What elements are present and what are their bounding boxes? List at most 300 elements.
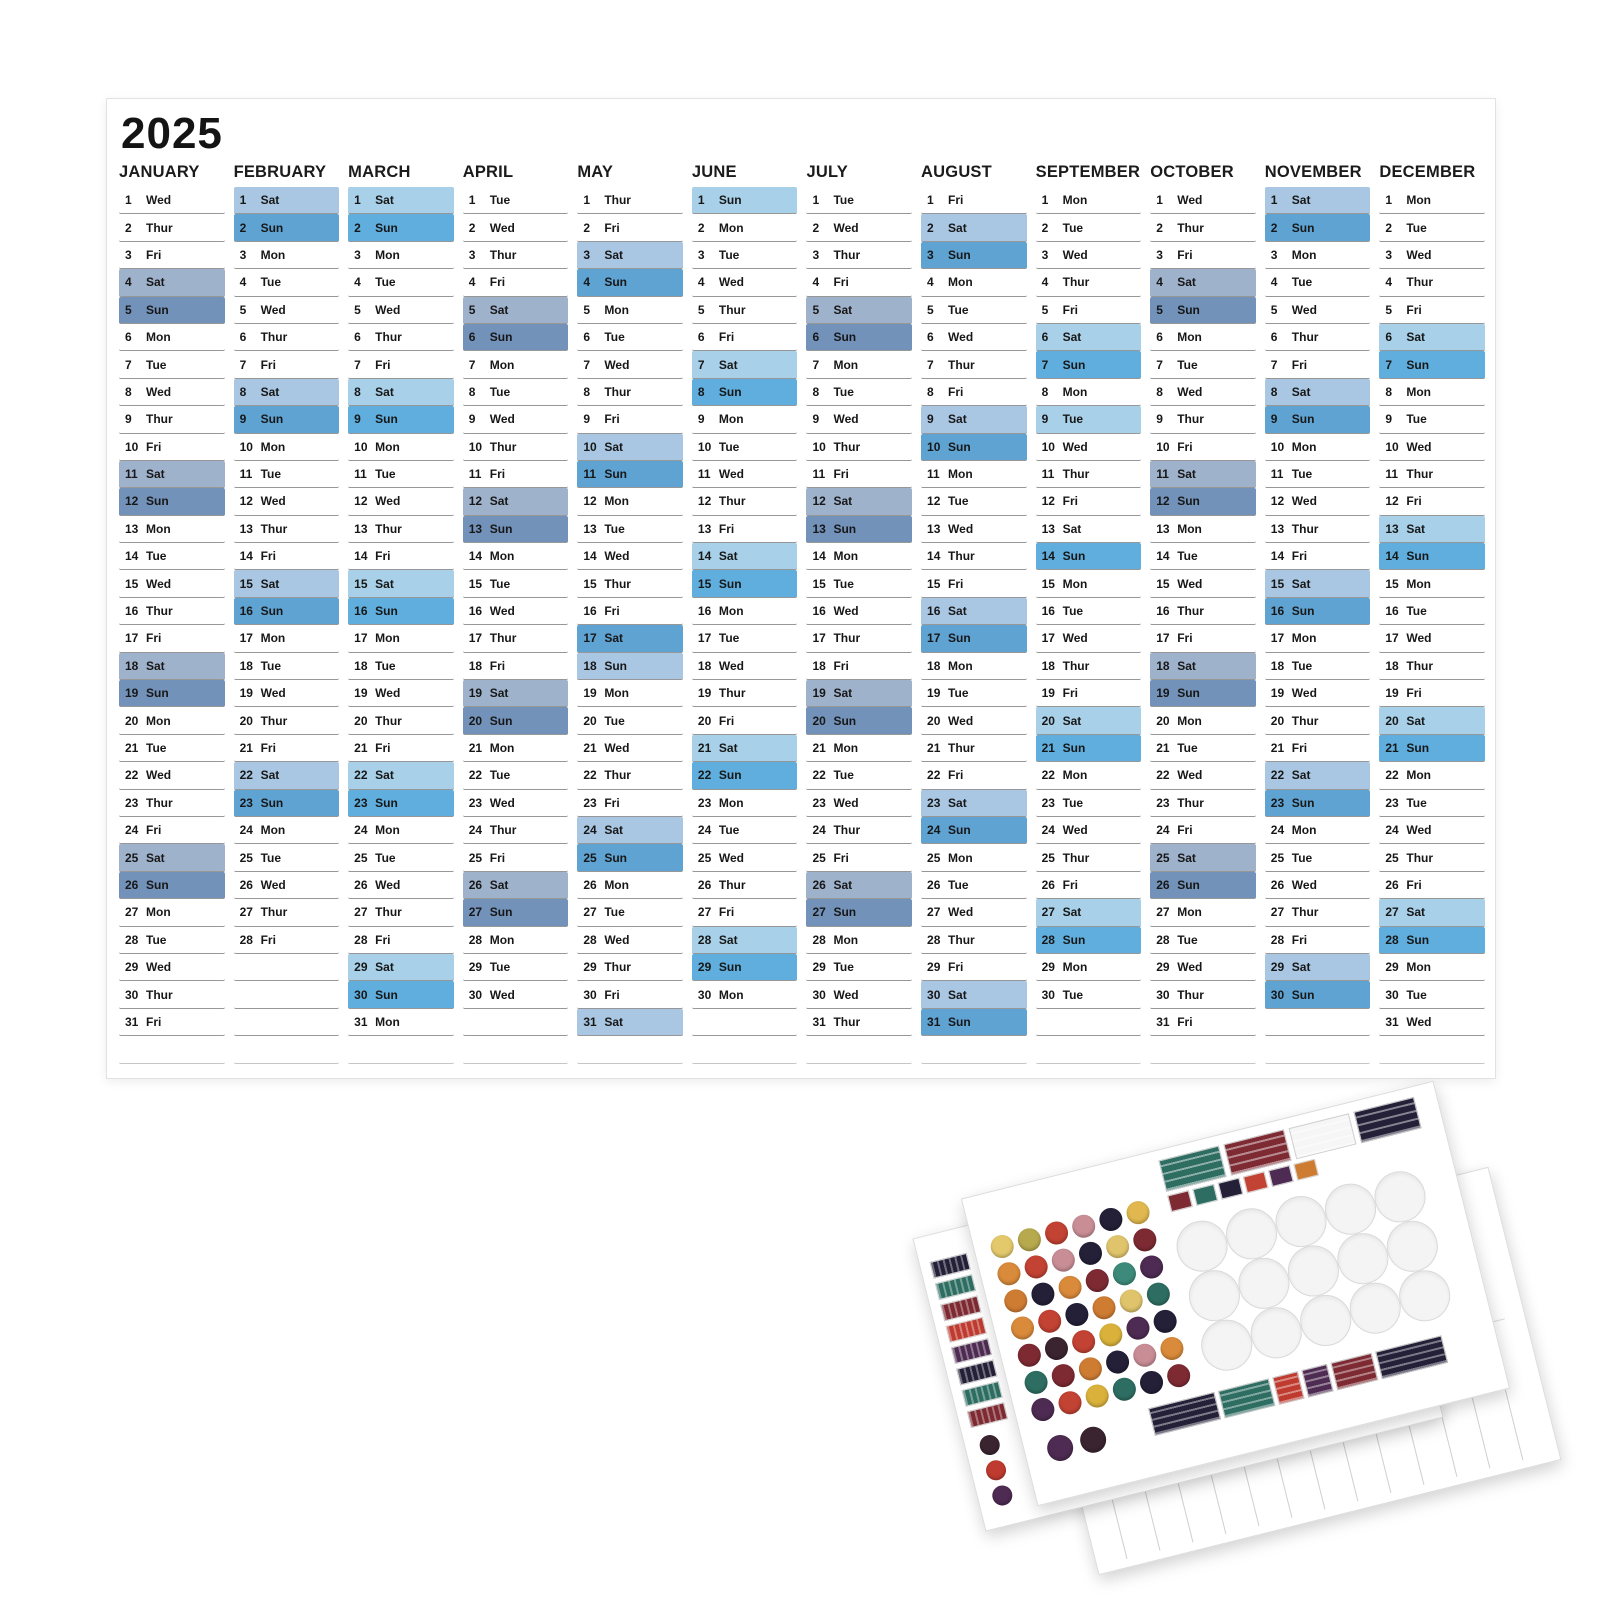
day-number: 17 xyxy=(697,631,712,646)
day-number: 18 xyxy=(697,658,712,673)
day-weekday: Thur xyxy=(375,713,402,728)
day-number: 24 xyxy=(1385,823,1399,838)
day-cell xyxy=(1379,516,1485,543)
day-number: 1 xyxy=(468,193,476,208)
day-weekday: Sat xyxy=(146,658,165,673)
day-number: 9 xyxy=(468,412,476,427)
day-cell xyxy=(1379,570,1485,597)
day-weekday: Mon xyxy=(489,741,515,755)
day-cell xyxy=(1265,543,1371,570)
day-weekday: Mon xyxy=(260,823,286,838)
day-number: 25 xyxy=(125,850,139,865)
day-cell xyxy=(234,187,340,214)
day-number: 27 xyxy=(1041,905,1055,920)
sticker-dot xyxy=(1117,1287,1145,1315)
day-weekday: Mon xyxy=(260,247,286,262)
day-number: 24 xyxy=(239,823,253,838)
day-weekday: Sun xyxy=(489,905,513,920)
day-cell xyxy=(119,242,225,269)
day-cell xyxy=(348,954,454,981)
sticker-dot xyxy=(1131,1341,1159,1369)
day-weekday: Tue xyxy=(375,467,396,482)
day-cell xyxy=(577,899,683,926)
day-weekday: Wed xyxy=(1062,823,1088,838)
day-number: 10 xyxy=(697,439,712,454)
day-weekday: Thur xyxy=(1291,713,1319,728)
day-weekday: Sun xyxy=(948,439,971,454)
day-weekday: Thur xyxy=(718,494,746,509)
day-cell xyxy=(348,817,454,844)
day-number: 25 xyxy=(1041,850,1055,865)
day-number: 6 xyxy=(812,330,820,345)
day-cell xyxy=(577,214,683,241)
day-weekday: Sun xyxy=(489,713,513,728)
day-weekday: Fri xyxy=(489,658,506,673)
day-number: 11 xyxy=(697,467,711,482)
day-cell xyxy=(1150,762,1256,789)
day-number: 7 xyxy=(697,357,705,372)
day-number: 21 xyxy=(239,741,253,755)
day-cell xyxy=(692,297,798,324)
day-number: 23 xyxy=(697,795,712,810)
day-weekday: Mon xyxy=(833,741,859,755)
day-number: 13 xyxy=(697,521,712,536)
day-cell xyxy=(119,954,225,981)
month-header: MARCH xyxy=(348,163,411,181)
sticker-dot xyxy=(1110,1260,1138,1288)
day-cell xyxy=(577,790,683,817)
day-number: 31 xyxy=(812,1014,826,1029)
label-sticker xyxy=(1289,1113,1357,1159)
day-cell xyxy=(577,680,683,707)
day-number: 12 xyxy=(583,494,597,509)
day-cell xyxy=(1150,324,1256,351)
day-number: 6 xyxy=(1270,330,1278,345)
day-cell xyxy=(348,598,454,625)
day-weekday: Wed xyxy=(718,850,745,865)
day-weekday: Fri xyxy=(833,467,849,482)
day-number: 27 xyxy=(1385,905,1399,920)
mini-label-sticker xyxy=(1167,1190,1192,1212)
day-cell xyxy=(1036,406,1142,433)
day-cell xyxy=(1265,516,1371,543)
day-number: 8 xyxy=(1270,384,1278,399)
day-cell xyxy=(1150,899,1256,926)
day-cell xyxy=(463,762,569,789)
day-weekday: Wed xyxy=(948,330,974,345)
day-number: 25 xyxy=(697,850,712,865)
mini-label-sticker xyxy=(951,1338,992,1364)
day-number: 9 xyxy=(1385,412,1393,427)
day-cell xyxy=(692,762,798,789)
day-number: 16 xyxy=(697,604,712,619)
day-number: 20 xyxy=(1041,713,1055,728)
day-number: 12 xyxy=(697,494,712,509)
day-number: 29 xyxy=(468,960,483,975)
day-weekday: Sat xyxy=(260,768,280,783)
day-cell xyxy=(1265,570,1371,597)
day-number: 17 xyxy=(1270,631,1285,646)
day-cell xyxy=(921,844,1027,871)
day-cell xyxy=(577,844,683,871)
day-number: 19 xyxy=(927,686,941,701)
day-number: 17 xyxy=(125,631,139,646)
day-number: 7 xyxy=(1041,357,1049,372)
day-weekday: Thur xyxy=(833,1014,861,1029)
day-number: 27 xyxy=(354,905,368,920)
day-cell xyxy=(1379,297,1485,324)
day-cell xyxy=(1265,954,1371,981)
day-number: 18 xyxy=(1156,658,1170,673)
day-weekday: Thur xyxy=(1291,330,1319,345)
day-cell xyxy=(463,653,569,680)
day-number: 10 xyxy=(354,439,368,454)
day-cell xyxy=(119,707,225,734)
day-number: 5 xyxy=(354,302,361,317)
day-cell xyxy=(348,351,454,378)
day-number: 6 xyxy=(125,330,132,345)
day-number: 23 xyxy=(812,795,826,810)
empty-cell xyxy=(1379,1036,1485,1063)
day-weekday: Thur xyxy=(146,412,173,427)
day-number: 31 xyxy=(1156,1014,1170,1029)
day-rows xyxy=(1150,187,1256,1064)
day-cell xyxy=(119,844,225,871)
day-cell xyxy=(1150,434,1256,461)
day-number: 9 xyxy=(697,412,705,427)
mini-label-sticker xyxy=(1293,1159,1318,1181)
day-weekday: Sat xyxy=(1291,768,1311,783)
day-cell xyxy=(577,1009,683,1036)
day-number: 29 xyxy=(1385,960,1399,975)
day-number: 28 xyxy=(583,932,597,947)
day-cell xyxy=(577,872,683,899)
day-number: 31 xyxy=(927,1014,941,1029)
day-number: 14 xyxy=(1270,549,1285,564)
day-number: 30 xyxy=(697,987,712,1002)
day-cell xyxy=(1150,680,1256,707)
day-cell xyxy=(234,817,340,844)
day-cell xyxy=(692,954,798,981)
sticker-dot xyxy=(1056,1273,1084,1301)
day-weekday: Wed xyxy=(1406,439,1432,454)
day-number: 15 xyxy=(354,576,368,591)
day-cell xyxy=(1150,543,1256,570)
day-weekday: Sat xyxy=(1062,521,1082,536)
mini-label-sticker xyxy=(1268,1165,1293,1187)
day-weekday: Mon xyxy=(1291,439,1317,454)
day-cell xyxy=(119,187,225,214)
day-weekday: Thur xyxy=(146,220,173,235)
day-weekday: Tue xyxy=(1062,220,1084,235)
day-number: 30 xyxy=(812,987,826,1002)
day-cell xyxy=(692,844,798,871)
empty-cell xyxy=(119,1036,225,1063)
day-number: 26 xyxy=(1270,877,1285,892)
day-cell xyxy=(348,981,454,1008)
day-weekday: Sun xyxy=(833,905,857,920)
day-cell xyxy=(234,516,340,543)
day-number: 4 xyxy=(583,275,590,290)
day-weekday: Thur xyxy=(1062,850,1090,865)
day-number: 20 xyxy=(583,713,597,728)
day-number: 10 xyxy=(1156,439,1170,454)
month-header: MAY xyxy=(577,163,614,181)
sticker-dot xyxy=(1131,1226,1159,1254)
day-number: 5 xyxy=(239,302,247,317)
day-weekday: Fri xyxy=(260,357,276,372)
day-number: 5 xyxy=(468,302,476,317)
day-number: 9 xyxy=(125,412,132,427)
day-weekday: Mon xyxy=(375,439,400,454)
day-number: 11 xyxy=(1041,467,1055,482)
day-weekday: Sat xyxy=(1291,384,1311,399)
day-weekday: Mon xyxy=(1406,576,1432,591)
month-column-june xyxy=(692,163,798,1064)
day-number: 28 xyxy=(468,932,483,947)
day-weekday: Thur xyxy=(1291,905,1319,920)
day-cell xyxy=(921,324,1027,351)
day-number: 28 xyxy=(927,932,941,947)
day-cell xyxy=(348,543,454,570)
sticker-dot xyxy=(1049,1246,1077,1274)
day-cell xyxy=(692,516,798,543)
day-cell xyxy=(119,543,225,570)
month-header: APRIL xyxy=(462,163,514,181)
day-number: 27 xyxy=(1156,905,1170,920)
wall-planner-poster xyxy=(106,98,1496,1079)
day-weekday: Mon xyxy=(948,658,973,673)
day-number: 11 xyxy=(354,467,367,482)
day-number: 1 xyxy=(125,193,132,208)
day-weekday: Wed xyxy=(1406,1014,1432,1029)
day-weekday: Sun xyxy=(1177,877,1200,892)
day-cell xyxy=(577,653,683,680)
day-number: 10 xyxy=(1041,439,1055,454)
day-weekday: Tue xyxy=(718,247,740,262)
day-weekday: Mon xyxy=(146,713,171,728)
day-cell xyxy=(577,379,683,406)
day-cell xyxy=(1036,899,1142,926)
day-cell xyxy=(921,899,1027,926)
day-weekday: Sun xyxy=(1177,302,1200,317)
day-weekday: Fri xyxy=(1406,302,1422,317)
day-weekday: Tue xyxy=(604,905,625,920)
day-number: 6 xyxy=(583,330,590,345)
day-weekday: Wed xyxy=(375,686,401,701)
day-cell xyxy=(806,434,912,461)
day-number: 28 xyxy=(239,932,253,947)
day-weekday: Tue xyxy=(1062,604,1084,619)
day-weekday: Wed xyxy=(833,604,859,619)
day-weekday: Wed xyxy=(1291,302,1317,317)
day-weekday: Tue xyxy=(1177,932,1198,947)
day-number: 21 xyxy=(697,741,712,755)
day-number: 27 xyxy=(468,905,483,920)
day-weekday: Mon xyxy=(718,412,744,427)
day-cell xyxy=(1379,927,1485,954)
day-number: 23 xyxy=(354,795,368,810)
day-cell xyxy=(234,434,340,461)
empty-cell xyxy=(1036,1009,1142,1036)
day-cell xyxy=(921,735,1027,762)
sticker-dot xyxy=(1036,1307,1064,1335)
day-cell xyxy=(577,954,683,981)
day-cell xyxy=(119,625,225,652)
day-weekday: Thur xyxy=(1177,220,1204,235)
day-number: 3 xyxy=(697,247,705,262)
day-cell xyxy=(1265,817,1371,844)
sticker-dot xyxy=(1009,1314,1037,1342)
day-number: 12 xyxy=(1041,494,1055,509)
empty-cell xyxy=(234,954,340,981)
day-weekday: Fri xyxy=(718,521,735,536)
sticker-dot xyxy=(1044,1432,1076,1464)
day-cell xyxy=(1036,790,1142,817)
day-weekday: Fri xyxy=(146,1014,162,1029)
day-number: 11 xyxy=(468,467,482,482)
day-number: 18 xyxy=(354,658,368,673)
sticker-dot xyxy=(1104,1233,1132,1261)
day-weekday: Mon xyxy=(1291,823,1317,838)
day-weekday: Sat xyxy=(948,412,967,427)
day-rows xyxy=(463,187,569,1064)
day-cell xyxy=(1265,434,1371,461)
day-cell xyxy=(348,242,454,269)
day-weekday: Mon xyxy=(1177,330,1202,345)
day-cell xyxy=(921,434,1027,461)
day-cell xyxy=(348,680,454,707)
day-number: 9 xyxy=(1270,412,1278,427)
day-weekday: Sun xyxy=(1062,741,1086,755)
day-cell xyxy=(1379,406,1485,433)
day-number: 6 xyxy=(1041,330,1049,345)
sticker-dot xyxy=(1056,1389,1084,1417)
day-cell xyxy=(234,762,340,789)
sticker-dot xyxy=(1043,1219,1071,1247)
day-weekday: Sun xyxy=(1291,220,1315,235)
day-number: 23 xyxy=(1156,795,1170,810)
day-number: 12 xyxy=(468,494,483,509)
day-cell xyxy=(1379,214,1485,241)
day-number: 3 xyxy=(583,247,590,262)
day-number: 15 xyxy=(1041,576,1055,591)
day-cell xyxy=(692,872,798,899)
day-number: 26 xyxy=(1156,877,1170,892)
day-cell xyxy=(463,488,569,515)
day-weekday: Fri xyxy=(375,357,391,372)
day-weekday: Tue xyxy=(146,357,167,372)
day-number: 16 xyxy=(125,604,139,619)
day-cell xyxy=(921,707,1027,734)
day-weekday: Wed xyxy=(260,686,286,701)
day-number: 8 xyxy=(1385,384,1393,399)
day-cell xyxy=(921,981,1027,1008)
day-number: 29 xyxy=(125,960,139,975)
empty-cell xyxy=(692,1009,798,1036)
day-cell xyxy=(1036,570,1142,597)
day-weekday: Sat xyxy=(1291,576,1311,591)
day-cell xyxy=(806,406,912,433)
day-cell xyxy=(119,406,225,433)
sticker-dot xyxy=(988,1233,1016,1261)
day-number: 24 xyxy=(1270,823,1285,838)
month-header: SEPTEMBER xyxy=(1035,163,1141,181)
day-weekday: Thur xyxy=(375,330,402,345)
day-cell xyxy=(806,379,912,406)
day-weekday: Wed xyxy=(489,795,515,810)
day-weekday: Sat xyxy=(948,220,967,235)
day-number: 16 xyxy=(812,604,826,619)
day-cell xyxy=(921,406,1027,433)
day-number: 28 xyxy=(812,932,826,947)
day-number: 25 xyxy=(239,850,253,865)
day-weekday: Wed xyxy=(1291,494,1317,509)
day-number: 30 xyxy=(354,987,368,1002)
day-weekday: Wed xyxy=(146,193,172,208)
day-number: 10 xyxy=(239,439,253,454)
day-weekday: Fri xyxy=(604,412,620,427)
day-number: 16 xyxy=(1270,604,1285,619)
day-number: 28 xyxy=(125,932,139,947)
day-rows xyxy=(119,187,225,1064)
day-weekday: Wed xyxy=(1177,193,1203,208)
day-cell xyxy=(577,324,683,351)
day-weekday: Wed xyxy=(604,932,630,947)
day-number: 3 xyxy=(125,247,132,262)
day-number: 29 xyxy=(812,960,826,975)
day-number: 8 xyxy=(697,384,705,399)
day-number: 6 xyxy=(468,330,476,345)
day-number: 4 xyxy=(1156,275,1163,290)
day-cell xyxy=(1379,461,1485,488)
day-number: 31 xyxy=(1385,1014,1399,1029)
day-number: 30 xyxy=(1041,987,1055,1002)
day-number: 1 xyxy=(1041,193,1049,208)
day-weekday: Wed xyxy=(718,658,745,673)
day-number: 3 xyxy=(1385,247,1393,262)
day-weekday: Fri xyxy=(833,850,849,865)
day-weekday: Tue xyxy=(1406,412,1427,427)
day-number: 21 xyxy=(927,741,941,755)
day-weekday: Fri xyxy=(1291,357,1308,372)
blank-circle-sticker xyxy=(1320,1178,1382,1240)
day-weekday: Fri xyxy=(718,905,735,920)
day-cell xyxy=(1265,981,1371,1008)
day-weekday: Mon xyxy=(1062,576,1088,591)
day-weekday: Fri xyxy=(260,932,276,947)
day-weekday: Tue xyxy=(489,193,511,208)
day-weekday: Wed xyxy=(489,412,515,427)
day-weekday: Thur xyxy=(260,713,288,728)
day-weekday: Sat xyxy=(948,604,967,619)
day-number: 26 xyxy=(1385,877,1399,892)
sticker-dot xyxy=(978,1433,1002,1457)
day-weekday: Sun xyxy=(948,1014,971,1029)
day-number: 22 xyxy=(1270,768,1285,783)
day-number: 21 xyxy=(583,741,597,755)
day-weekday: Thur xyxy=(1406,467,1434,482)
day-weekday: Tue xyxy=(718,631,740,646)
day-weekday: Sat xyxy=(489,686,509,701)
day-number: 13 xyxy=(583,521,597,536)
day-weekday: Tue xyxy=(1291,467,1313,482)
day-cell xyxy=(463,379,569,406)
sticker-dot xyxy=(1083,1382,1111,1410)
day-weekday: Mon xyxy=(1406,960,1432,975)
day-weekday: Mon xyxy=(489,357,515,372)
day-cell xyxy=(1379,707,1485,734)
